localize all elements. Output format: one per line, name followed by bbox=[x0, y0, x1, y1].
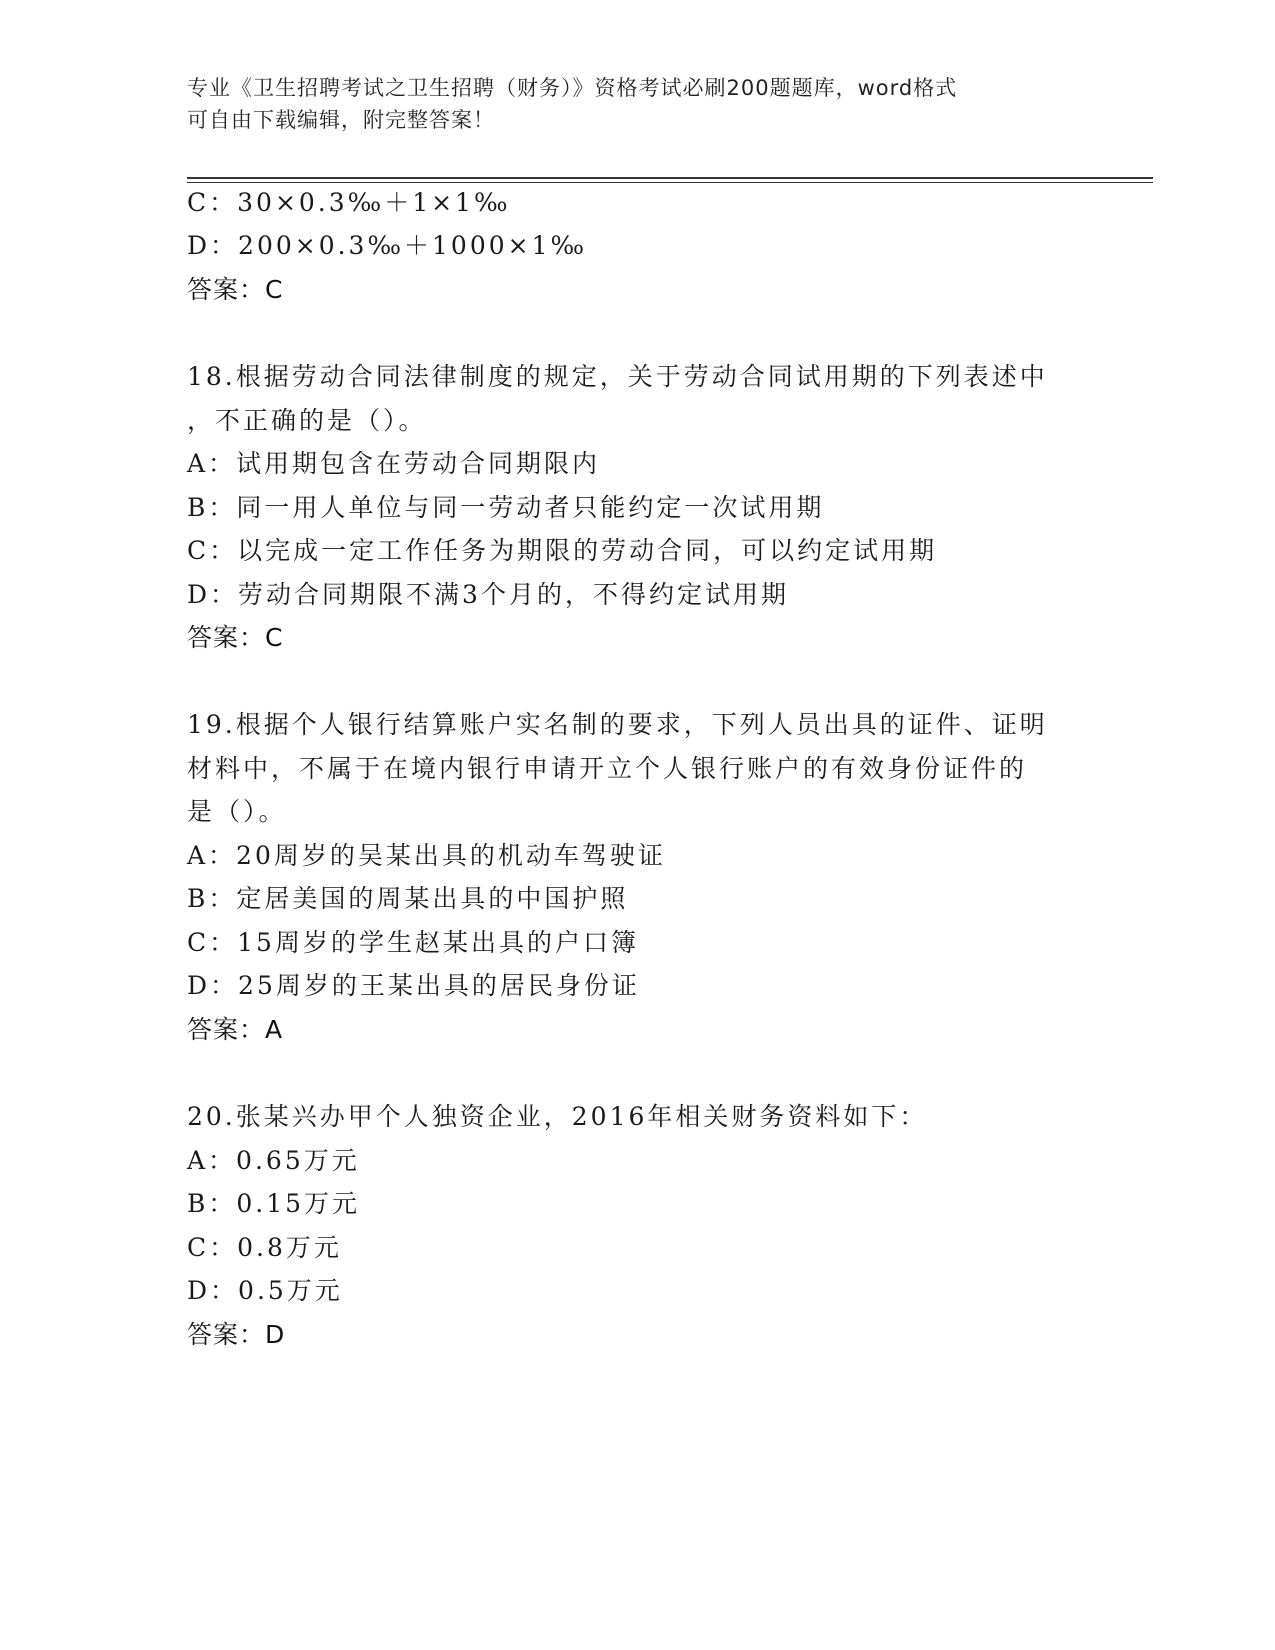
q20-option-b: B：0.15万元 bbox=[187, 1189, 361, 1218]
q17-option-d: D：200×0.3‰＋1000×1‰ bbox=[187, 231, 588, 260]
q20-option-a: A：0.65万元 bbox=[187, 1146, 360, 1175]
q18-option-d: D：劳动合同期限不满3个月的，不得约定试用期 bbox=[187, 580, 789, 609]
q19-stem-line-1: 19.根据个人银行结算账户实名制的要求，下列人员出具的证件、证明 bbox=[187, 710, 1048, 739]
q19-option-c: C：15周岁的学生赵某出具的户口簿 bbox=[187, 928, 639, 957]
q18-answer: 答案：C bbox=[187, 623, 284, 652]
q20-stem-line-1: 20.张某兴办甲个人独资企业，2016年相关财务资料如下： bbox=[187, 1102, 928, 1131]
q20-option-d: D：0.5万元 bbox=[187, 1276, 343, 1305]
q19-stem-line-3: 是（）。 bbox=[187, 797, 287, 826]
q18-option-a: A：试用期包含在劳动合同期限内 bbox=[187, 449, 601, 478]
q18-stem-line-1: 18.根据劳动合同法律制度的规定，关于劳动合同试用期的下列表述中 bbox=[187, 362, 1048, 391]
q17-answer: 答案：C bbox=[187, 275, 284, 304]
q19-option-a: A：20周岁的吴某出具的机动车驾驶证 bbox=[187, 841, 666, 870]
q20-option-c: C：0.8万元 bbox=[187, 1233, 342, 1262]
q18-option-b: B：同一用人单位与同一劳动者只能约定一次试用期 bbox=[187, 493, 825, 522]
q17-option-c: C：30×0.3‰＋1×1‰ bbox=[187, 188, 511, 217]
header-title-line-2: 可自由下载编辑，附完整答案！ bbox=[187, 108, 495, 132]
header-divider-thick bbox=[187, 177, 1153, 179]
header-divider-thin bbox=[187, 182, 1153, 183]
document-header bbox=[187, 72, 1067, 136]
q19-option-b: B：定居美国的周某出具的中国护照 bbox=[187, 884, 629, 913]
q20-answer: 答案：D bbox=[187, 1320, 286, 1349]
q19-stem-line-2: 材料中，不属于在境内银行申请开立个人银行账户的有效身份证件的 bbox=[187, 754, 1028, 783]
q18-option-c: C：以完成一定工作任务为期限的劳动合同，可以约定试用期 bbox=[187, 536, 938, 565]
q18-stem-line-2: ，不正确的是（）。 bbox=[187, 406, 427, 435]
q19-option-d: D：25周岁的王某出具的居民身份证 bbox=[187, 971, 640, 1000]
q19-answer: 答案：A bbox=[187, 1015, 284, 1044]
header-title-line-1: 专业《卫生招聘考试之卫生招聘（财务）》资格考试必刷200题题库，word格式 bbox=[187, 76, 958, 100]
